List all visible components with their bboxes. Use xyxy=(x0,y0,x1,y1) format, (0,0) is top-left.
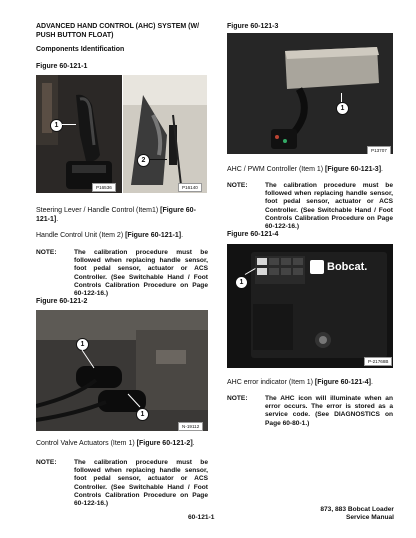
subheading: Components Identification xyxy=(36,46,125,53)
bobcat-logo-text: Bobcat. xyxy=(327,261,368,273)
callout-2: 2 xyxy=(137,154,150,167)
note-2 xyxy=(36,459,208,508)
callout-leader xyxy=(341,93,342,102)
photo-id-tag: N-19112 xyxy=(178,422,203,431)
paragraph-ahc-pwm-controller: AHC / PWM Controller (Item 1) [Figure 60-121-3]. xyxy=(227,166,383,173)
figure-60-121-4 xyxy=(227,244,393,368)
note-4 xyxy=(227,395,393,425)
section-heading: ADVANCED HAND CONTROL (AHC) SYSTEM (W/ PUSH BUTTON FLOAT) xyxy=(36,23,200,39)
callout-1: 1 xyxy=(336,102,349,115)
figure-60-121-3 xyxy=(227,33,393,154)
note-1 xyxy=(36,249,208,298)
callout-arrows xyxy=(36,310,208,431)
page-number: 60-121-1 xyxy=(188,514,215,521)
callout-leader xyxy=(62,124,76,125)
steering-lever-photo xyxy=(36,75,122,193)
callout-1: 1 xyxy=(235,276,248,289)
note-3 xyxy=(227,182,393,231)
photo-id-tag: P16536 xyxy=(92,183,116,192)
note-text: The calibration procedure must be followed when replacing handle sensor, foot pedal sensor, actuator or ACS Controller. (See Switchable Hand / Foot Controls Calibration Procedure on Page 60-122-16.) xyxy=(74,459,208,508)
figure-60-121-1-photo-b xyxy=(123,75,207,193)
note-text: The calibration procedure must be followed when replacing handle sensor, foot pedal sensor, actuator or ACS Controller. (See Switchable Hand / Foot Controls Calibration Procedure on Page 60-122-16.) xyxy=(74,249,208,298)
figure-title: Figure 60-121-2 xyxy=(36,298,88,305)
ahc-pwm-controller-photo xyxy=(227,33,393,154)
paragraph-control-valve: Control Valve Actuators (Item 1) [Figure 60-121-2]. xyxy=(36,440,195,447)
callout-1: 1 xyxy=(76,338,89,351)
paragraph-steering-lever: Steering Lever / Handle Control (Item1) [Figure 60-121-1]. xyxy=(36,207,196,223)
photo-id-tag: P16140 xyxy=(178,183,202,192)
figure-60-121-2 xyxy=(36,310,208,431)
figure-title: Figure 60-121-4 xyxy=(227,231,279,238)
figure-title: Figure 60-121-3 xyxy=(227,23,279,30)
manual-line: Service Manual xyxy=(345,514,394,522)
figure-title: Figure 60-121-1 xyxy=(36,63,88,70)
figure-60-121-1-photo-a xyxy=(36,75,122,193)
note-label: NOTE: xyxy=(227,182,248,189)
callout-leader xyxy=(149,159,167,160)
manual-title xyxy=(320,506,394,522)
photo-id-tag: P13707 xyxy=(367,146,391,154)
paragraph-handle-control: Handle Control Unit (Item 2) [Figure 60-121-1]. xyxy=(36,232,184,239)
photo-id-tag: P-21768B xyxy=(364,357,392,366)
handle-control-unit-photo xyxy=(123,75,207,193)
callout-1: 1 xyxy=(50,119,63,132)
note-label: NOTE: xyxy=(36,459,57,466)
callout-1: 1 xyxy=(136,408,149,421)
note-label: NOTE: xyxy=(227,395,248,402)
note-label: NOTE: xyxy=(36,249,57,256)
bobcat-logo-icon xyxy=(310,260,324,274)
note-text: The calibration procedure must be followed when replacing handle sensor, foot pedal sensor, actuator or ACS Controller. (See Switchable Hand / Foot Controls Calibration Procedure on Page 60-122-16.) xyxy=(265,182,393,231)
model-line: 873, 883 Bobcat Loader xyxy=(320,506,394,513)
note-text: The AHC icon will illuminate when an error occurs. The error is stored as a service code. (See DIAGNOSTICS on Page 60-80-1.) xyxy=(265,395,393,427)
paragraph-ahc-error-indicator: AHC error indicator (Item 1) [Figure 60-121-4]. xyxy=(227,379,373,386)
